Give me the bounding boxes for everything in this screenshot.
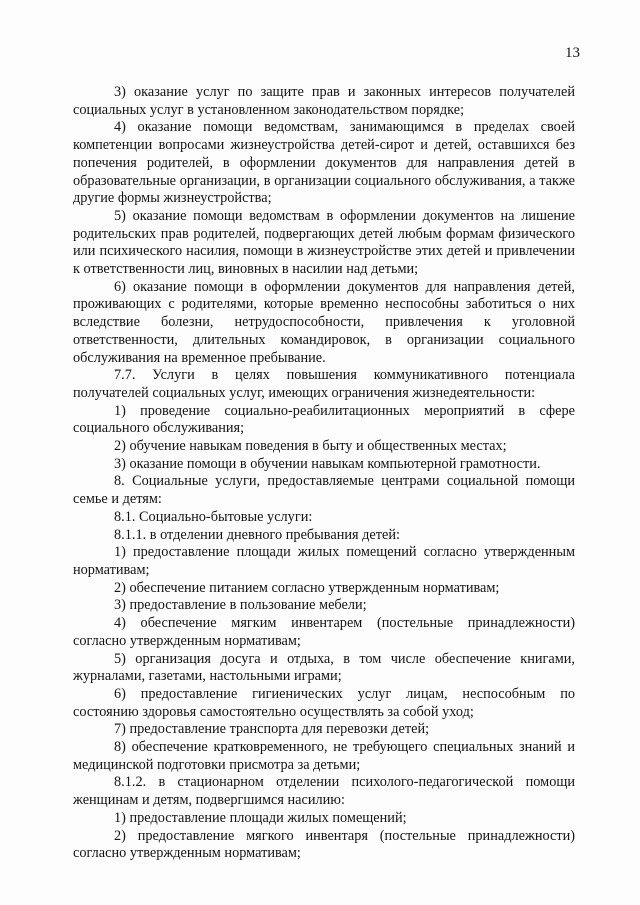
paragraph: 8.1. Социально-бытовые услуги: xyxy=(114,508,313,525)
paragraph: 8. Социальные услуги, предоставляемые центрами социальной помощи семье и детям: xyxy=(73,473,575,508)
paragraph: 3) оказание помощи в обучении навыкам компьютерной грамотности. xyxy=(114,455,541,472)
paragraph: 2) обучение навыкам поведения в быту и общественных местах; xyxy=(114,438,507,455)
paragraph: 3) оказание услуг по защите прав и законных интересов получателей социальных услуг в установленном законодательством порядке; xyxy=(73,84,575,118)
paragraph: 2) обеспечение питанием согласно утвержденным нормативам; xyxy=(114,579,500,596)
paragraph: 6) оказание помощи в оформлении документов для направления детей, проживающих с родителями, которые временно неспособны заботиться о них вследствие болезни, нетрудоспособности, привлечения к уголовной ответственности, длительных командировок, в организации социального обслуживания на временное пребывание. xyxy=(73,278,575,366)
paragraph: 8.1.1. в отделении дневного пребывания детей: xyxy=(114,526,400,543)
paragraph: 1) предоставление площади жилых помещений согласно утвержденным нормативам; xyxy=(73,544,575,578)
paragraph: 1) предоставление площади жилых помещений; xyxy=(114,809,407,826)
paragraph: 5) оказание помощи ведомствам в оформлении документов на лишение родительских прав родителей, подвергающих детей любым формам физического или психического насилия, помощи в жизнеустройстве этих детей и привлечении к ответственности лиц, виновных в насилии над детьми; xyxy=(73,207,575,278)
paragraph: 7.7. Услуги в целях повышения коммуникативного потенциала получателей социальных услуг, имеющих ограничения жизнедеятельности: xyxy=(73,367,575,401)
document-body xyxy=(73,84,575,863)
paragraph: 8) обеспечение кратковременного, не требующего специальных знаний и медицинской подготовки присмотра за детьми; xyxy=(73,739,575,773)
paragraph: 4) обеспечение мягким инвентарем (постельные принадлежности) согласно утвержденным нормативам; xyxy=(73,615,575,649)
paragraph: 5) организация досуга и отдыха, в том числе обеспечение книгами, журналами, газетами, настольными играми; xyxy=(73,650,575,685)
paragraph: 1) проведение социально-реабилитационных мероприятий в сфере социального обслуживания; xyxy=(73,402,575,437)
page-number: 13 xyxy=(565,45,580,61)
paragraph: 7) предоставление транспорта для перевозки детей; xyxy=(114,721,430,738)
paragraph: 8.1.2. в стационарном отделении психолого-педагогической помощи женщинам и детям, подвергшимся насилию: xyxy=(73,774,575,809)
paragraph: 3) предоставление в пользование мебели; xyxy=(114,597,367,614)
paragraph: 4) оказание помощи ведомствам, занимающимся в пределах своей компетенции вопросами жизнеустройства детей-сирот и детей, оставшихся без попечения родителей, в оформлении документов для направления детей в образовательные организации, в организации социального обслуживания, а также другие формы жизнеустройства; xyxy=(73,119,575,207)
paragraph: 2) предоставление мягкого инвентаря (постельные принадлежности) согласно утвержденным нормативам; xyxy=(73,827,575,862)
paragraph: 6) предоставление гигиенических услуг лицам, неспособным по состоянию здоровья самостоятельно осуществлять за собой уход; xyxy=(73,685,575,720)
